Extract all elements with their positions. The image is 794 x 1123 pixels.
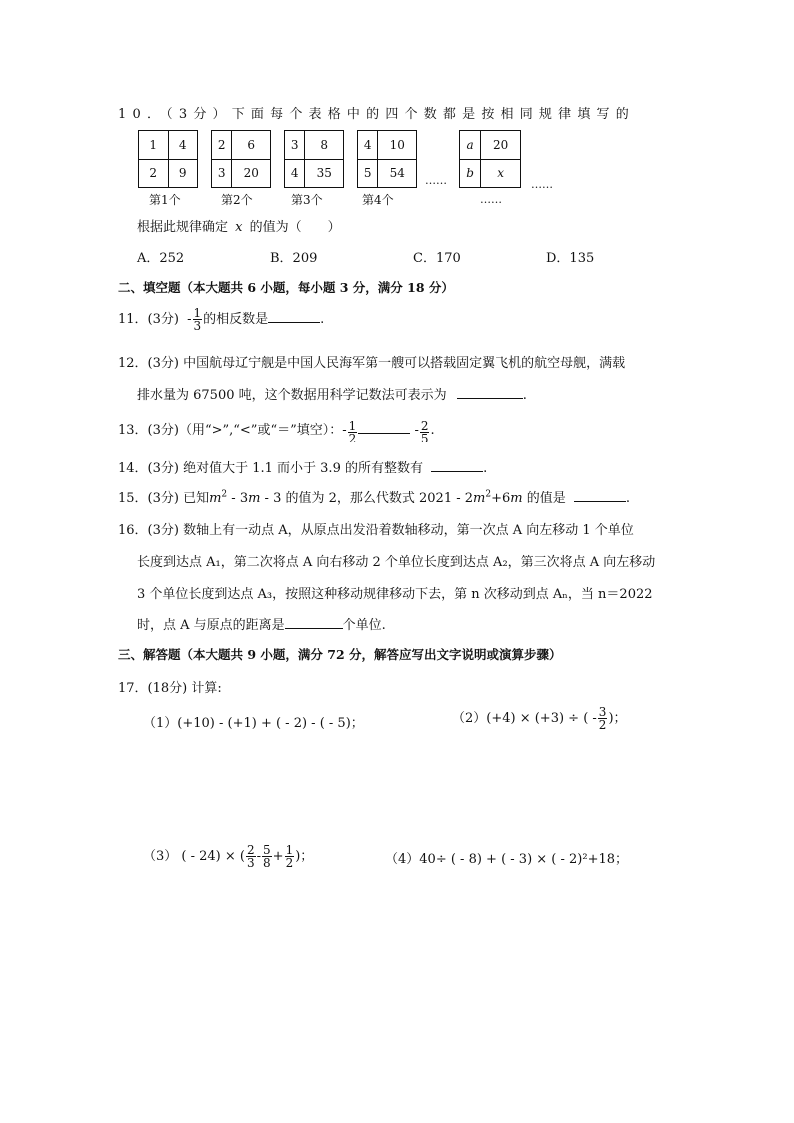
ellipsis: …… — [480, 193, 502, 206]
q10-stem: 10．（3分）下面每个表格中的四个数都是按相同规律填写的 — [118, 107, 635, 122]
fraction-den: 2 — [285, 856, 294, 870]
answer-blank — [285, 615, 343, 629]
q17-part-2-post: )； — [608, 711, 627, 726]
fraction-den: 2 — [598, 718, 607, 732]
q15-post: 的值是 — [522, 491, 566, 506]
q11-end: . — [320, 312, 325, 327]
fraction-den: 2 — [348, 432, 358, 442]
q17-part-1: （1）(+10) - (+1) + ( - 2) - ( - 5)； — [143, 716, 364, 731]
pattern-table-3 — [284, 130, 344, 188]
q17-part-4: （4）40÷ ( - 8) + ( - 3) × ( - 2)²+18； — [385, 852, 629, 867]
q17-part-2 — [452, 704, 627, 734]
fraction — [285, 844, 295, 869]
table-cell: 8 — [305, 131, 344, 160]
exponent: 2 — [485, 489, 492, 500]
q11-post: 的相反数是 — [203, 312, 269, 327]
var-m: m — [248, 491, 261, 506]
operator-minus: - — [256, 849, 262, 864]
table-cell: 20 — [232, 159, 271, 188]
fraction-num: 2 — [246, 843, 255, 857]
table-cell: b — [460, 159, 481, 188]
q11 — [118, 305, 324, 335]
ellipsis: …… — [531, 178, 553, 191]
section-2-title: 二、填空题（本大题共 6 小题，每小题 3 分，满分 18 分） — [118, 280, 454, 295]
q12-line-2 — [137, 384, 527, 403]
var-m: m — [209, 491, 222, 506]
q12-end: . — [522, 388, 527, 403]
table-caption: 第4个 — [362, 193, 394, 207]
q17-part-3-post: )； — [295, 849, 314, 864]
q16-line-2: 长度到达点 A₁，第二次将点 A 向右移动 2 个单位长度到达点 A₂，第三次将点 A 向左移动 — [137, 555, 656, 570]
q15 — [118, 487, 630, 506]
q15-mid-2: - 3 的值为 2，那么代数式 2021 - 2 — [260, 491, 474, 506]
q16-line-4 — [137, 614, 386, 633]
fraction — [246, 844, 256, 869]
fraction-num: 5 — [263, 843, 271, 857]
option-b: B．209 — [270, 251, 318, 266]
table-cell: 1 — [139, 131, 169, 160]
table-cell: 20 — [481, 131, 521, 160]
table-caption: 第2个 — [221, 193, 253, 207]
q13-pre: 13．(3分)（用“>”,“<”或“＝”填空）：- — [118, 423, 347, 438]
fraction — [598, 706, 608, 731]
table-cell: 2 — [139, 159, 169, 188]
option-d: D．135 — [546, 251, 595, 266]
table-cell: 4 — [285, 159, 305, 188]
q11-sign: - — [187, 312, 192, 327]
table-cell: 35 — [305, 159, 344, 188]
answer-blank — [358, 420, 410, 434]
table-caption: 第1个 — [149, 193, 181, 207]
q15-end: . — [625, 491, 631, 506]
q14-text: 14．(3分) 绝对值大于 1.1 而小于 3.9 的所有整数有 — [118, 461, 423, 476]
q17-title: 17．(18分) 计算: — [118, 681, 222, 696]
q12-line-1: 12．(3分) 中国航母辽宁舰是中国人民海军第一艘可以搭载固定翼飞机的航空母舰，满载 — [118, 356, 626, 371]
q17-part-3 — [143, 842, 313, 872]
q16-line-4-pre: 时，点 A 与原点的距离是 — [137, 618, 285, 633]
option-c: C．170 — [413, 251, 461, 266]
table-cell: 9 — [168, 159, 198, 188]
var-m: m — [473, 491, 486, 506]
table-cell: 4 — [168, 131, 198, 160]
table-cell: 10 — [378, 131, 417, 160]
table-cell: x — [481, 159, 521, 188]
operator-plus: + — [272, 849, 284, 864]
q17-part-3-pre: （3） ( - 24) × ( — [143, 849, 245, 864]
q10-variable: x — [235, 220, 243, 235]
q12-line-2-text: 排水量为 67500 吨，这个数据用科学记数法可表示为 — [137, 388, 447, 403]
q14 — [118, 457, 487, 476]
q15-mid-1: - 3 — [227, 491, 249, 506]
table-cell: 3 — [285, 131, 305, 160]
table-cell: 2 — [212, 131, 232, 160]
q10-question-pre: 根据此规律确定 — [137, 220, 229, 235]
pattern-table-2 — [211, 130, 271, 188]
fraction-num: 1 — [285, 843, 294, 857]
var-m: m — [510, 491, 523, 506]
q16-line-1: 16．(3分) 数轴上有一动点 A，从原点出发沿着数轴移动，第一次点 A 向左移动 1 个单位 — [118, 523, 634, 538]
exponent: 2 — [221, 489, 228, 500]
fraction-den: 3 — [246, 856, 255, 870]
fraction-num: 1 — [193, 306, 202, 320]
fraction-den: 3 — [193, 319, 202, 333]
table-cell: 3 — [212, 159, 232, 188]
pattern-table-4 — [357, 130, 417, 188]
table-cell: 5 — [358, 159, 378, 188]
fraction-den: 8 — [263, 856, 271, 870]
fraction — [262, 844, 272, 869]
q13-end: . — [430, 423, 435, 438]
q13 — [118, 416, 435, 446]
fraction-num: 3 — [598, 705, 607, 719]
q11-pre: 11．(3分) — [118, 312, 179, 327]
table-cell: 6 — [232, 131, 271, 160]
pattern-table-n — [459, 130, 521, 188]
answer-blank — [431, 458, 483, 472]
q15-mid-3: +6 — [491, 491, 511, 506]
pattern-table-1 — [138, 130, 198, 188]
fraction-num: 2 — [420, 419, 429, 433]
answer-blank — [268, 309, 320, 323]
q14-end: . — [483, 461, 488, 476]
table-cell: 54 — [378, 159, 417, 188]
q16-line-3: 3 个单位长度到达点 A₃，按照这种移动规律移动下去，第 n 次移动到点 Aₙ，当 n＝2022 — [137, 587, 653, 602]
fraction — [348, 420, 358, 442]
table-cell: a — [460, 131, 481, 160]
q10-question-post: 的值为（ ） — [249, 220, 341, 235]
fraction — [420, 420, 430, 442]
table-caption: 第3个 — [291, 193, 323, 207]
option-a: A．252 — [137, 251, 185, 266]
answer-blank — [574, 488, 626, 502]
q16-line-4-post: 个单位. — [342, 618, 386, 633]
table-cell: 4 — [358, 131, 378, 160]
section-3-title: 三、解答题（本大题共 9 小题，满分 72 分，解答应写出文字说明或演算步骤） — [118, 647, 562, 662]
ellipsis: …… — [425, 174, 447, 187]
q17-part-2-pre: （2）(+4) × (+3) ÷ ( - — [452, 711, 597, 726]
fraction-den: 5 — [420, 432, 430, 442]
fraction — [193, 307, 203, 332]
q13-minus: - — [414, 423, 419, 438]
fraction-num: 1 — [348, 419, 357, 433]
q15-pre: 15．(3分) 已知 — [118, 491, 210, 506]
answer-blank — [457, 385, 523, 399]
q10-question — [137, 216, 341, 235]
